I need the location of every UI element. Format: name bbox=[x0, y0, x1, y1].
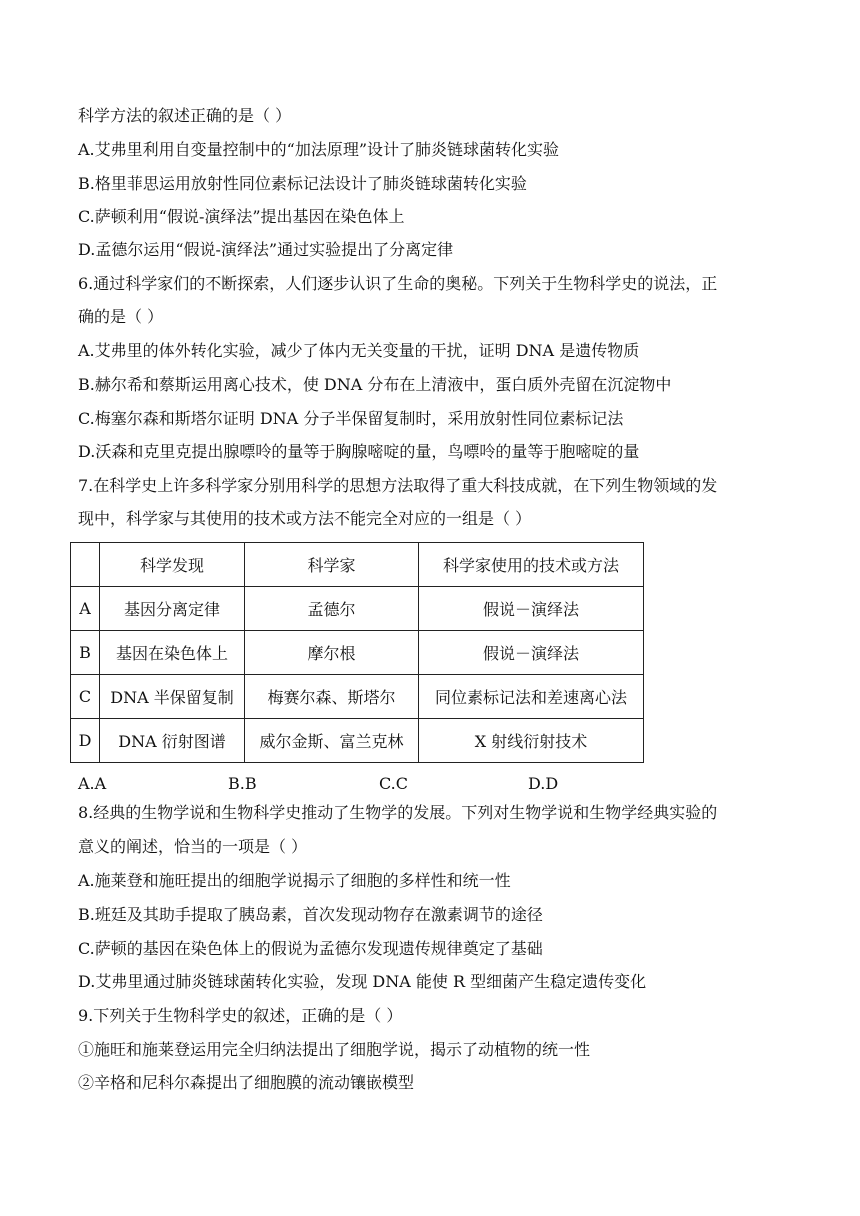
table-row bbox=[71, 675, 644, 719]
table-cell: D bbox=[71, 719, 100, 763]
q5-option-b: B.格里菲思运用放射性同位素标记法设计了肺炎链球菌转化实验 bbox=[78, 174, 527, 193]
q8-option-c: C.萨顿的基因在染色体上的假说为孟德尔发现遗传规律奠定了基础 bbox=[78, 939, 543, 958]
table-header-cell: 科学发现 bbox=[100, 543, 245, 587]
table-cell: 基因在染色体上 bbox=[100, 631, 245, 675]
table-header-cell bbox=[71, 543, 100, 587]
q7-table bbox=[70, 542, 644, 763]
q9-item-2: ②辛格和尼科尔森提出了细胞膜的流动镶嵌模型 bbox=[78, 1073, 415, 1092]
table-cell: 梅赛尔森、斯塔尔 bbox=[245, 675, 419, 719]
q7-stem-line2: 现中，科学家与其使用的技术或方法不能完全对应的一组是（ ） bbox=[78, 509, 532, 528]
table-cell: 同位素标记法和差速离心法 bbox=[419, 675, 644, 719]
q5-stem-tail: 科学方法的叙述正确的是（ ） bbox=[78, 106, 292, 125]
table-cell: DNA 半保留复制 bbox=[100, 675, 245, 719]
q8-stem-line1: 8.经典的生物学说和生物科学史推动了生物学的发展。下列对生物学说和生物学经典实验的 bbox=[78, 803, 718, 822]
table-cell: 摩尔根 bbox=[245, 631, 419, 675]
table-row bbox=[71, 587, 644, 631]
q6-option-b: B.赫尔希和蔡斯运用离心技术，使 DNA 分布在上清液中，蛋白质外壳留在沉淀物中 bbox=[78, 375, 672, 394]
table-cell: A bbox=[71, 587, 100, 631]
q8-stem-line2: 意义的阐述，恰当的一项是（ ） bbox=[78, 837, 308, 856]
table-cell: B bbox=[71, 631, 100, 675]
table-cell: DNA 衍射图谱 bbox=[100, 719, 245, 763]
q5-option-a: A.艾弗里利用自变量控制中的“加法原理”设计了肺炎链球菌转化实验 bbox=[78, 140, 560, 159]
table-header-row bbox=[71, 543, 644, 587]
q9-stem: 9.下列关于生物科学史的叙述，正确的是（ ） bbox=[78, 1006, 403, 1025]
q6-stem-line1: 6.通过科学家们的不断探索，人们逐步认识了生命的奥秘。下列关于生物科学史的说法，正 bbox=[78, 274, 718, 293]
table-cell: 威尔金斯、富兰克林 bbox=[245, 719, 419, 763]
q5-option-d: D.孟德尔运用“假说-演绎法”通过实验提出了分离定律 bbox=[78, 240, 454, 259]
q8-option-d: D.艾弗里通过肺炎链球菌转化实验，发现 DNA 能使 R 型细菌产生稳定遗传变化 bbox=[78, 972, 647, 991]
q7-stem-line1: 7.在科学史上许多科学家分别用科学的思想方法取得了重大科技成就，在下列生物领域的发 bbox=[78, 476, 718, 495]
table-header-cell: 科学家使用的技术或方法 bbox=[419, 543, 644, 587]
q7-option-b: B.B bbox=[228, 774, 257, 793]
table-cell: 假说－演绎法 bbox=[419, 587, 644, 631]
table-cell: X 射线衍射技术 bbox=[419, 719, 644, 763]
table-cell: 基因分离定律 bbox=[100, 587, 245, 631]
table-cell: C bbox=[71, 675, 100, 719]
q6-option-a: A.艾弗里的体外转化实验，减少了体内无关变量的干扰，证明 DNA 是遗传物质 bbox=[78, 341, 640, 360]
q7-option-a: A.A bbox=[78, 774, 107, 793]
table-row bbox=[71, 719, 644, 763]
table-header-cell: 科学家 bbox=[245, 543, 419, 587]
q7-option-c: C.C bbox=[379, 774, 408, 793]
table-cell: 孟德尔 bbox=[245, 587, 419, 631]
q5-option-c: C.萨顿利用“假说-演绎法”提出基因在染色体上 bbox=[78, 207, 405, 226]
q8-option-b: B.班廷及其助手提取了胰岛素，首次发现动物存在激素调节的途径 bbox=[78, 905, 543, 924]
table-row bbox=[71, 631, 644, 675]
q8-option-a: A.施莱登和施旺提出的细胞学说揭示了细胞的多样性和统一性 bbox=[78, 871, 511, 890]
q7-option-d: D.D bbox=[528, 774, 559, 793]
q6-stem-line2: 确的是（ ） bbox=[78, 307, 164, 326]
q6-option-d: D.沃森和克里克提出腺嘌呤的量等于胸腺嘧啶的量，鸟嘌呤的量等于胞嘧啶的量 bbox=[78, 442, 640, 461]
table-cell: 假说－演绎法 bbox=[419, 631, 644, 675]
q6-option-c: C.梅塞尔森和斯塔尔证明 DNA 分子半保留复制时，采用放射性同位素标记法 bbox=[78, 409, 624, 428]
q9-item-1: ①施旺和施莱登运用完全归纳法提出了细胞学说，揭示了动植物的统一性 bbox=[78, 1040, 591, 1059]
